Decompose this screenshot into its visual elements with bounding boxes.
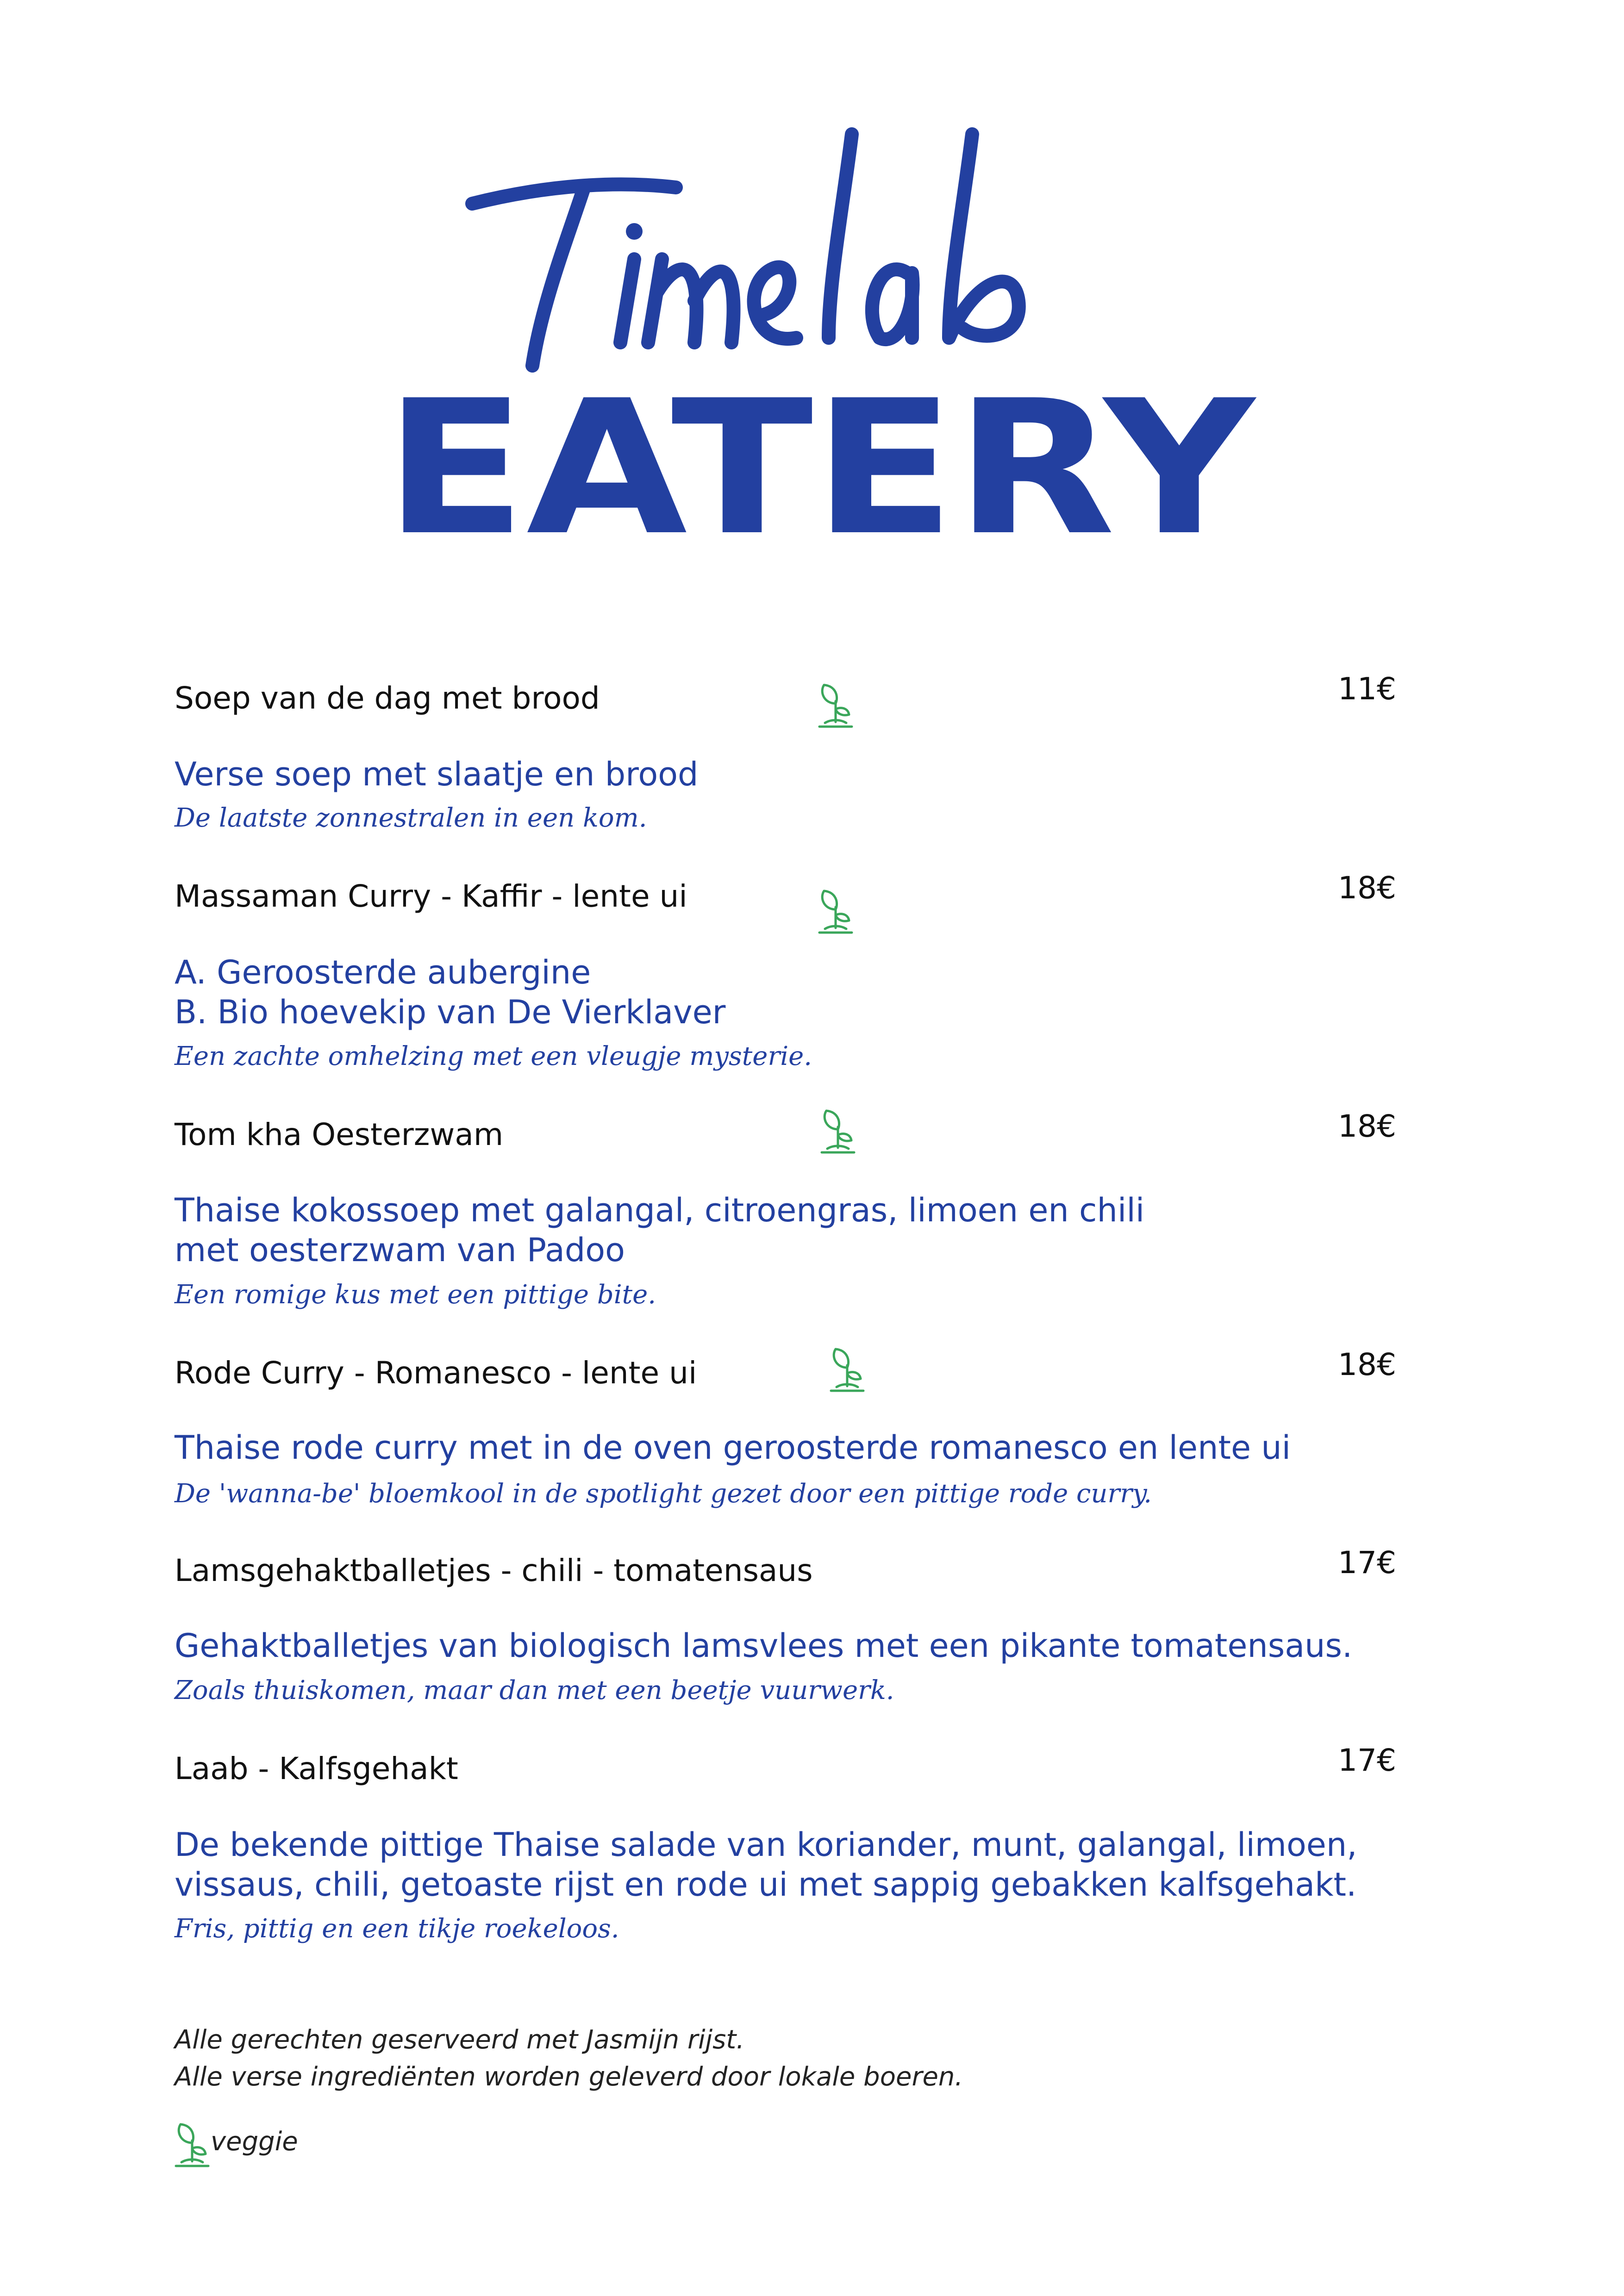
timelab-script-logo bbox=[463, 106, 1065, 384]
menu-item-name: Laab - Kalfsgehakt bbox=[175, 1751, 458, 1786]
menu-item-description: Thaise kokossoep met galangal, citroengras, limoen en chili bbox=[175, 1191, 1145, 1229]
menu-item-price: 18€ bbox=[1338, 1108, 1396, 1144]
menu-item-tagline: De laatste zonnestralen in een kom. bbox=[175, 803, 647, 833]
menu-item-description: Gehaktballetjes van biologisch lamsvlees met een pikante tomatensaus. bbox=[175, 1627, 1353, 1665]
menu-item-tagline: Fris, pittig en een tikje roekeloos. bbox=[175, 1914, 619, 1944]
menu-item-price: 17€ bbox=[1338, 1742, 1396, 1778]
eatery-logo-text: EATERY bbox=[384, 380, 1257, 565]
menu-item-tagline: Een zachte omhelzing met een vleugje mysterie. bbox=[175, 1041, 812, 1071]
veggie-legend-label: veggie bbox=[211, 2127, 298, 2157]
footer-note: Alle verse ingrediënten worden geleverd door lokale boeren. bbox=[175, 2062, 963, 2092]
menu-item-description: Thaise rode curry met in de oven geroosterde romanesco en lente ui bbox=[175, 1429, 1291, 1467]
menu-item-tagline: Zoals thuiskomen, maar dan met een beetje vuurwerk. bbox=[175, 1675, 894, 1705]
menu-item-name: Soep van de dag met brood bbox=[175, 680, 600, 716]
menu-item-price: 18€ bbox=[1338, 1347, 1396, 1382]
sprout-icon bbox=[817, 1106, 859, 1157]
menu-item-price: 18€ bbox=[1338, 870, 1396, 906]
menu-item-description: vissaus, chili, getoaste rijst en rode ui met sappig gebakken kalfsgehakt. bbox=[175, 1866, 1357, 1904]
menu-item-price: 11€ bbox=[1338, 671, 1396, 707]
menu-item-tagline: De 'wanna-be' bloemkool in de spotlight gezet door een pittige rode curry. bbox=[175, 1479, 1152, 1509]
menu-item-description: De bekende pittige Thaise salade van koriander, munt, galangal, limoen, bbox=[175, 1826, 1357, 1864]
menu-item-name: Rode Curry - Romanesco - lente ui bbox=[175, 1355, 697, 1391]
menu-item-name: Tom kha Oesterzwam bbox=[175, 1117, 504, 1152]
menu-item-description: B. Bio hoevekip van De Vierklaver bbox=[175, 993, 726, 1031]
sprout-icon bbox=[815, 886, 856, 937]
eatery-block-logo bbox=[380, 380, 1259, 565]
sprout-icon bbox=[826, 1344, 868, 1395]
sprout-icon bbox=[815, 680, 856, 731]
sprout-icon bbox=[171, 2120, 213, 2171]
menu-item-price: 17€ bbox=[1338, 1545, 1396, 1580]
menu-item-name: Massaman Curry - Kaffir - lente ui bbox=[175, 878, 687, 914]
menu-item-name: Lamsgehaktballetjes - chili - tomatensaus bbox=[175, 1553, 813, 1588]
menu-item-description: A. Geroosterde aubergine bbox=[175, 953, 591, 991]
footer-note: Alle gerechten geserveerd met Jasmijn rijst. bbox=[175, 2025, 745, 2055]
menu-item-tagline: Een romige kus met een pittige bite. bbox=[175, 1280, 656, 1310]
menu-item-description: Verse soep met slaatje en brood bbox=[175, 755, 699, 793]
menu-item-description: met oesterzwam van Padoo bbox=[175, 1231, 625, 1269]
